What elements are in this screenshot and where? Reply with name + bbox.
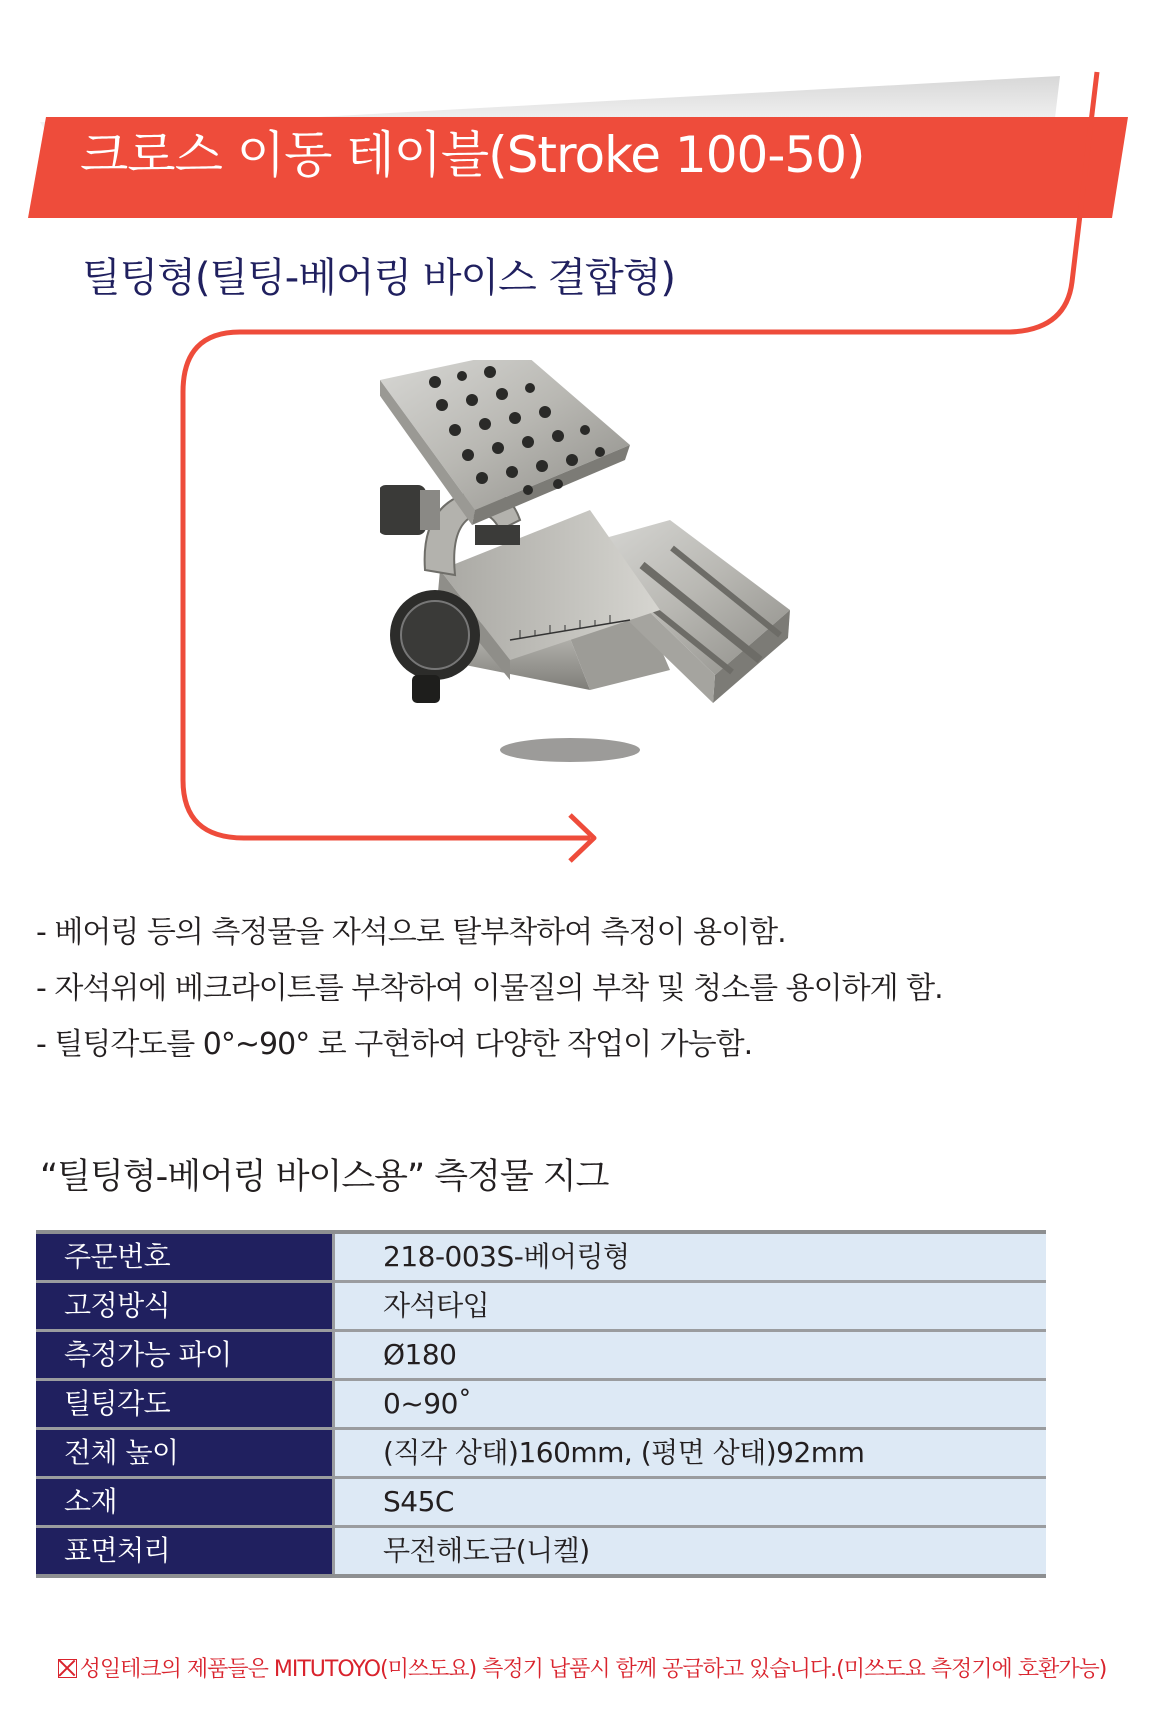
- spec-value: 0~90˚: [334, 1380, 1047, 1429]
- spec-value: Ø180: [334, 1331, 1047, 1380]
- spec-label: 틸팅각도: [36, 1380, 334, 1429]
- feature-item: - 자석위에 베크라이트를 부착하여 이물질의 부착 및 청소를 용이하게 함.: [36, 971, 943, 1006]
- spec-value: S45C: [334, 1478, 1047, 1527]
- spec-label: 표면처리: [36, 1527, 334, 1577]
- spec-label: 측정가능 파이: [36, 1331, 334, 1380]
- feature-list: [36, 905, 1136, 1073]
- spec-heading: “틸팅형-베어링 바이스용” 측정물 지그: [40, 1157, 609, 1197]
- table-row: [36, 1331, 1046, 1380]
- footnote: [0, 1654, 1164, 1686]
- footnote-text: 성일테크의 제품들은 MITUTOYO(미쓰도요) 측정기 납품시 함께 공급하고 있습니다.(미쓰도요 측정기에 호환가능): [79, 1657, 1107, 1682]
- table-row: [36, 1478, 1046, 1527]
- spec-value: 무전해도금(니켈): [334, 1527, 1047, 1577]
- spec-table: [36, 1230, 1046, 1578]
- spec-label: 주문번호: [36, 1232, 334, 1282]
- spec-value: (직각 상태)160mm, (평면 상태)92mm: [334, 1429, 1047, 1478]
- table-row: [36, 1282, 1046, 1331]
- table-row: [36, 1380, 1046, 1429]
- feature-item: - 베어링 등의 측정물을 자석으로 탈부착하여 측정이 용이함.: [36, 915, 786, 950]
- table-row: [36, 1429, 1046, 1478]
- spec-label: 전체 높이: [36, 1429, 334, 1478]
- table-row: [36, 1232, 1046, 1282]
- page-subtitle: 틸팅형(틸팅-베어링 바이스 결합형): [82, 255, 676, 301]
- spec-value: 자석타입: [334, 1282, 1047, 1331]
- product-image: [380, 360, 800, 810]
- note-mark-icon: [58, 1659, 77, 1678]
- feature-item: - 틸팅각도를 0°~90° 로 구현하여 다양한 작업이 가능함.: [36, 1027, 753, 1062]
- spec-label: 소재: [36, 1478, 334, 1527]
- spec-value: 218-003S-베어링형: [334, 1232, 1047, 1282]
- table-row: [36, 1527, 1046, 1577]
- page-title: 크로스 이동 테이블(Stroke 100-50): [80, 126, 865, 184]
- spec-label: 고정방식: [36, 1282, 334, 1331]
